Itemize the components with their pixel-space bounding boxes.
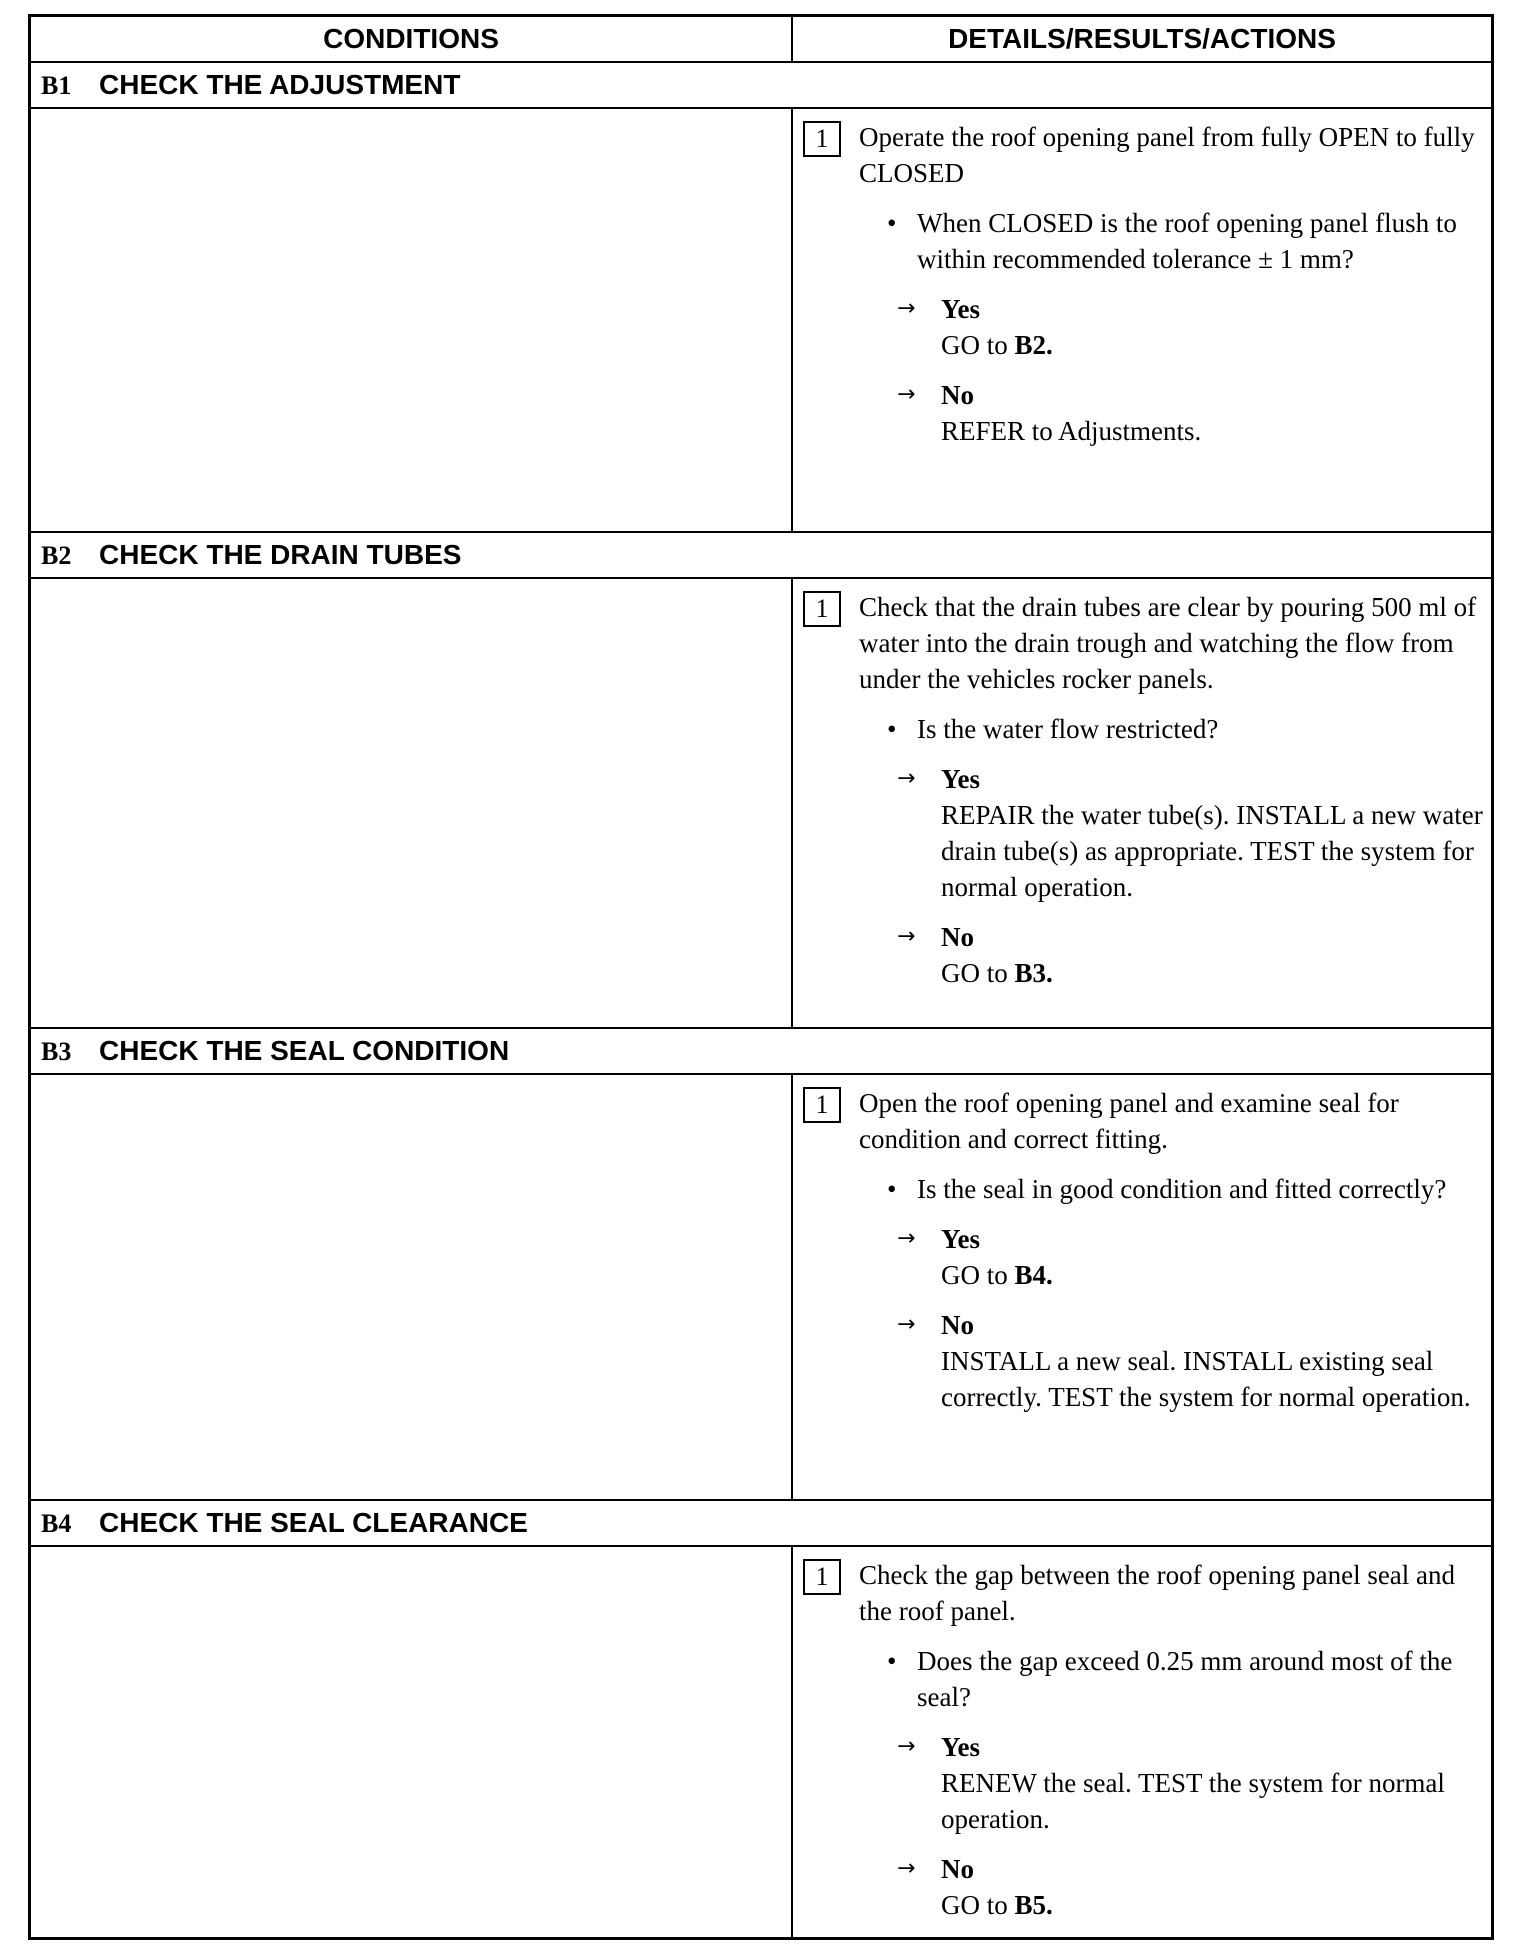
diagnostic-table: [28, 14, 1494, 1940]
arrow-right-icon: →: [897, 1226, 916, 1251]
section-details-b4: [797, 1557, 1485, 1923]
column-divider: [791, 577, 793, 1027]
question-text: When CLOSED is the roof opening panel flush to within recommended tolerance ± 1 mm?: [917, 208, 1457, 274]
section-title: CHECK THE SEAL CLEARANCE: [99, 1507, 528, 1538]
answer-label: No: [941, 1854, 974, 1884]
answer-label: Yes: [941, 1732, 980, 1762]
section-heading-b1: [41, 63, 460, 107]
answer-action: INSTALL a new seal. INSTALL existing seal correctly. TEST the system for normal operation.: [941, 1346, 1471, 1412]
arrow-right-icon: →: [897, 296, 916, 321]
section-code: B4: [41, 1509, 72, 1538]
section-details-b1: [797, 119, 1485, 449]
divider: [31, 1545, 1491, 1547]
answer-yes: [797, 1221, 1485, 1293]
step-instruction: [797, 1085, 1485, 1157]
answer-no: [797, 1851, 1485, 1923]
answer-action: GO to: [941, 330, 1008, 360]
question: [797, 205, 1485, 277]
step-text: Open the roof opening panel and examine seal for condition and correct fitting.: [859, 1088, 1399, 1154]
arrow-right-icon: →: [897, 1856, 916, 1881]
answer-no: [797, 1307, 1485, 1415]
question-text: Does the gap exceed 0.25 mm around most of the seal?: [917, 1646, 1453, 1712]
section-code: B3: [41, 1037, 72, 1066]
answer-yes: [797, 1729, 1485, 1837]
question-text: Is the seal in good condition and fitted correctly?: [917, 1174, 1447, 1204]
arrow-right-icon: →: [897, 382, 916, 407]
step-instruction: [797, 1557, 1485, 1629]
column-divider: [791, 1073, 793, 1499]
column-header-details: DETAILS/RESULTS/ACTIONS: [948, 23, 1336, 54]
answer-action: GO to: [941, 1260, 1008, 1290]
section-code: B2: [41, 541, 72, 570]
divider: [31, 577, 1491, 579]
section-heading-b3: [41, 1029, 509, 1073]
section-heading-b4: [41, 1501, 528, 1545]
answer-action: RENEW the seal. TEST the system for normal operation.: [941, 1768, 1445, 1834]
answer-label: No: [941, 380, 974, 410]
answer-action: GO to: [941, 1890, 1008, 1920]
column-header-conditions: CONDITIONS: [323, 23, 499, 54]
answer-label: Yes: [941, 764, 980, 794]
answer-label: No: [941, 1310, 974, 1340]
question: [797, 711, 1485, 747]
arrow-right-icon: →: [897, 1734, 916, 1759]
answer-label: No: [941, 922, 974, 952]
arrow-right-icon: →: [897, 766, 916, 791]
question: [797, 1643, 1485, 1715]
step-number-box: 1: [803, 1559, 841, 1595]
section-heading-b2: [41, 533, 461, 577]
step-text: Operate the roof opening panel from fully OPEN to fully CLOSED: [859, 122, 1475, 188]
bullet-icon: •: [887, 208, 897, 238]
section-details-b2: [797, 589, 1485, 991]
step-number-box: 1: [803, 591, 841, 627]
divider: [31, 1073, 1491, 1075]
answer-action: GO to: [941, 958, 1008, 988]
column-divider: [791, 1545, 793, 1937]
column-divider: [791, 17, 793, 61]
bullet-icon: •: [887, 1174, 897, 1204]
answer-label: Yes: [941, 1224, 980, 1254]
step-number-box: 1: [803, 121, 841, 157]
answer-no: [797, 377, 1485, 449]
answer-no: [797, 919, 1485, 991]
bullet-icon: •: [887, 1646, 897, 1676]
answer-label: Yes: [941, 294, 980, 324]
cross-reference-link[interactable]: B5.: [1014, 1890, 1053, 1920]
step-instruction: [797, 119, 1485, 191]
cross-reference-link[interactable]: B4.: [1014, 1260, 1053, 1290]
answer-yes: [797, 761, 1485, 905]
section-title: CHECK THE SEAL CONDITION: [99, 1035, 510, 1066]
answer-action: REFER to Adjustments.: [941, 416, 1202, 446]
section-details-b3: [797, 1085, 1485, 1415]
cross-reference-link[interactable]: B3.: [1014, 958, 1053, 988]
step-text: Check the gap between the roof opening panel seal and the roof panel.: [859, 1560, 1456, 1626]
cross-reference-link[interactable]: B2.: [1014, 330, 1053, 360]
step-instruction: [797, 589, 1485, 697]
answer-yes: [797, 291, 1485, 363]
arrow-right-icon: →: [897, 924, 916, 949]
section-title: CHECK THE DRAIN TUBES: [99, 539, 462, 570]
arrow-right-icon: →: [897, 1312, 916, 1337]
step-number-box: 1: [803, 1087, 841, 1123]
answer-action: REPAIR the water tube(s). INSTALL a new water drain tube(s) as appropriate. TEST the system for normal operation.: [941, 800, 1483, 902]
column-divider: [791, 107, 793, 531]
step-text: Check that the drain tubes are clear by pouring 500 ml of water into the drain trough and watching the flow from under the vehicles rocker panels.: [859, 592, 1477, 694]
question-text: Is the water flow restricted?: [917, 714, 1219, 744]
section-code: B1: [41, 71, 72, 100]
bullet-icon: •: [887, 714, 897, 744]
question: [797, 1171, 1485, 1207]
divider: [31, 107, 1491, 109]
section-title: CHECK THE ADJUSTMENT: [99, 69, 461, 100]
